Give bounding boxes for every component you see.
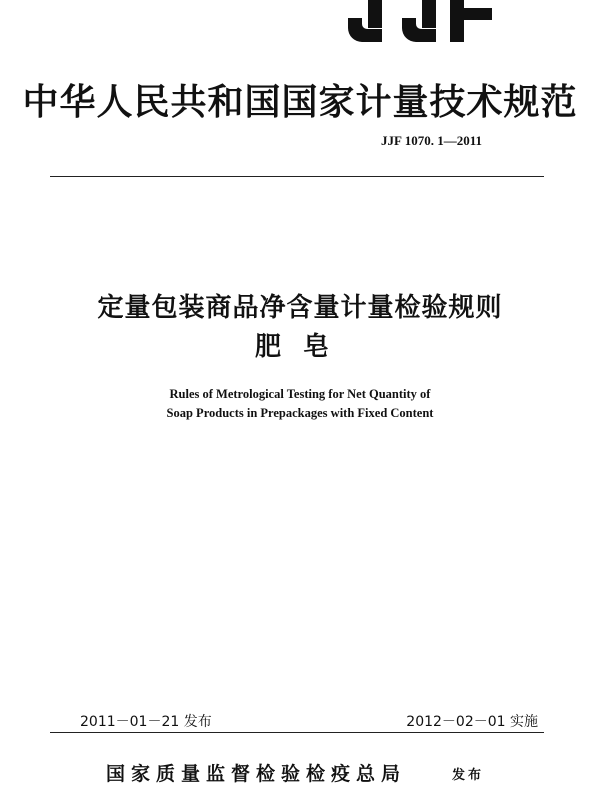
top-divider — [50, 176, 544, 177]
standard-title: 中华人民共和国国家计量技术规范 — [22, 81, 578, 123]
publisher: 国家质量监督检验检疫总局 — [106, 763, 407, 785]
bottom-divider — [50, 732, 544, 733]
english-title-line1: Rules of Metrological Testing for Net Quantity of — [169, 387, 431, 401]
document-subtitle: 肥皂 — [254, 332, 351, 362]
jjf-logo — [338, 0, 508, 46]
implementation-date: 2012－02－01 实施 — [406, 714, 538, 730]
issue-date: 2011－01－21 发布 — [80, 714, 212, 730]
publish-word: 发布 — [452, 768, 485, 783]
english-title — [0, 385, 600, 423]
standard-number: JJF 1070. 1—2011 — [381, 133, 482, 148]
document-title: 定量包装商品净含量计量检验规则 — [97, 293, 503, 323]
english-title-line2: Soap Products in Prepackages with Fixed Content — [166, 406, 434, 420]
